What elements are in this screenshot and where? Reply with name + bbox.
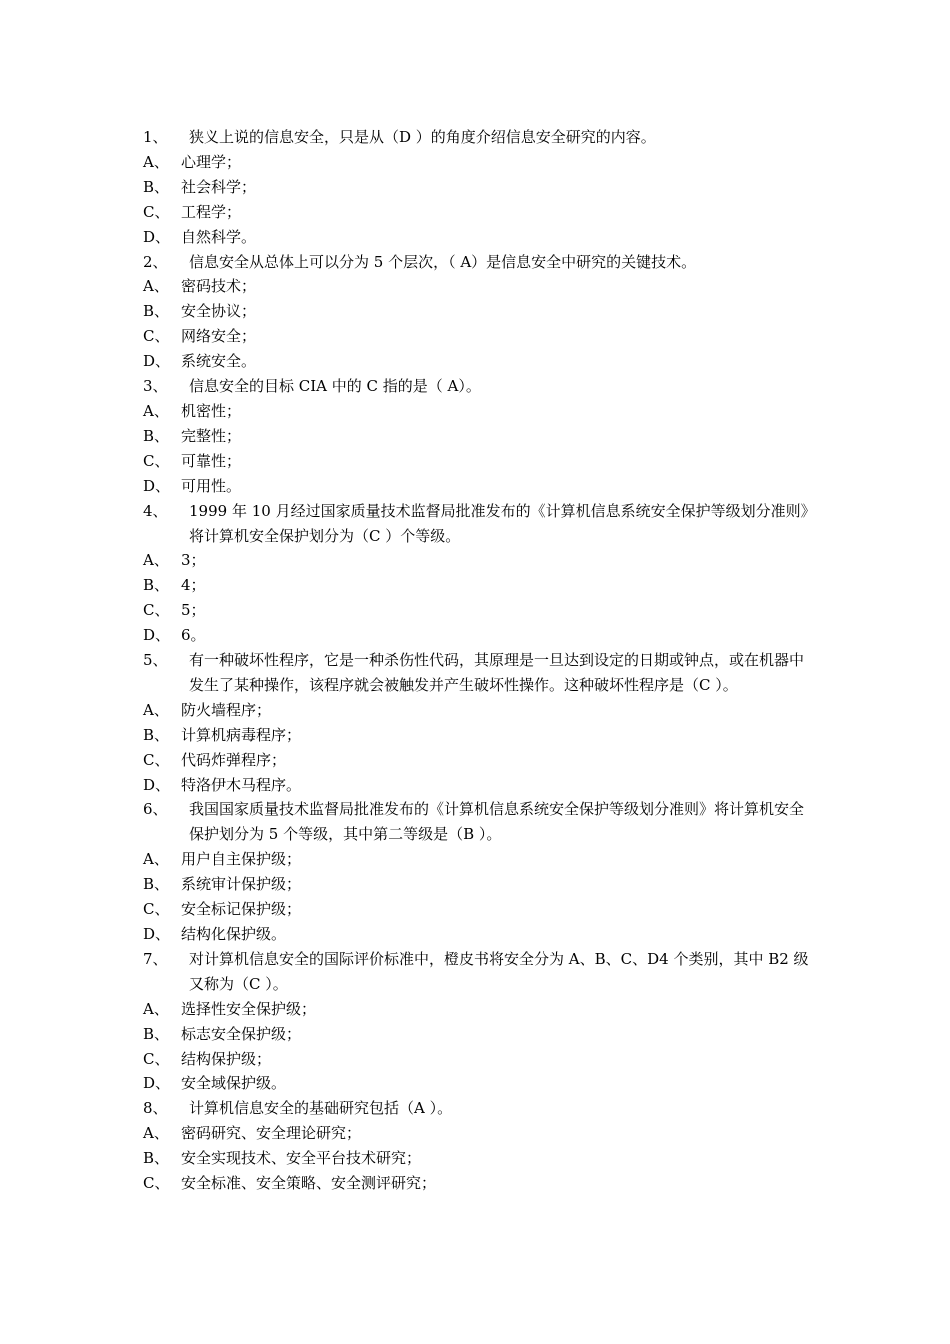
option-text: 安全标准、安全策略、安全测评研究； (181, 1174, 437, 1193)
option-text: 可靠性； (181, 451, 242, 470)
option-text: 网络安全； (181, 327, 257, 346)
option-d (143, 349, 813, 374)
option-c (143, 1047, 813, 1072)
option-a (143, 150, 813, 175)
option-text: 密码研究、安全理论研究； (181, 1124, 362, 1143)
question-5 (143, 648, 813, 698)
option-text: 标志安全保护级； (181, 1024, 302, 1043)
option-c (143, 598, 813, 623)
option-letter: A、 (143, 152, 169, 171)
question-text: 对计算机信息安全的国际评价标准中，橙皮书将安全分为 A、B、C、D4 个类别，其中 B2 级又称为（C ）。 (189, 949, 809, 993)
option-letter: D、 (143, 925, 171, 943)
option-text: 5； (181, 601, 206, 620)
question-list (143, 125, 813, 1196)
option-text: 自然科学。 (181, 227, 257, 246)
option-b (143, 1022, 813, 1047)
option-b (143, 573, 813, 598)
option-letter: B、 (143, 576, 170, 595)
option-c (143, 897, 813, 922)
question-7 (143, 947, 813, 997)
option-letter: B、 (143, 177, 170, 196)
option-text: 安全域保护级。 (181, 1074, 287, 1093)
option-letter: B、 (143, 1024, 170, 1043)
option-letter: C、 (143, 601, 170, 620)
option-letter: A、 (143, 277, 169, 296)
option-text: 4； (181, 576, 206, 595)
question-text: 信息安全从总体上可以分为 5 个层次，（ A）是信息安全中研究的关键技术。 (189, 252, 697, 271)
option-text: 机密性； (181, 401, 242, 420)
option-text: 选择性安全保护级； (181, 999, 317, 1018)
option-text: 可用性。 (181, 476, 242, 495)
option-d (143, 225, 813, 250)
option-d (143, 773, 813, 798)
option-a (143, 399, 813, 424)
option-text: 密码技术； (181, 277, 257, 296)
option-letter: A、 (143, 1124, 169, 1143)
option-letter: D、 (143, 227, 171, 246)
option-text: 6。 (181, 626, 206, 645)
question-number: 8、 (143, 1099, 168, 1118)
option-c (143, 200, 813, 225)
option-letter: D、 (143, 476, 171, 495)
option-text: 计算机病毒程序； (181, 725, 302, 744)
option-text: 心理学； (181, 152, 242, 171)
option-text: 工程学； (181, 202, 242, 221)
option-letter: B、 (143, 302, 170, 321)
option-a (143, 997, 813, 1022)
question-number: 4、 (143, 501, 168, 520)
option-letter: C、 (143, 1049, 170, 1068)
option-letter: D、 (143, 626, 171, 645)
option-text: 完整性； (181, 426, 242, 445)
option-letter: B、 (143, 426, 170, 445)
option-a (143, 698, 813, 723)
option-b (143, 872, 813, 897)
option-letter: A、 (143, 401, 169, 420)
question-text: 我国国家质量技术监督局批准发布的《计算机信息系统安全保护等级划分准则》将计算机安全保护划分为 5 个等级，其中第二等级是（B ）。 (189, 800, 805, 844)
option-c (143, 449, 813, 474)
option-text: 结构保护级； (181, 1049, 272, 1068)
option-c (143, 324, 813, 349)
option-b (143, 299, 813, 324)
question-text: 有一种破坏性程序，它是一种杀伤性代码，其原理是一旦达到设定的日期或钟点，或在机器中发生了某种操作，该程序就会被触发并产生破坏性操作。这种破坏性程序是（C ）。 (189, 651, 805, 694)
question-6 (143, 797, 813, 847)
question-text: 计算机信息安全的基础研究包括（A ）。 (189, 1099, 453, 1118)
option-d (143, 1071, 813, 1096)
question-number: 6、 (143, 800, 168, 819)
question-2 (143, 250, 813, 275)
option-text: 3； (181, 551, 206, 570)
option-letter: A、 (143, 999, 169, 1018)
option-text: 安全协议； (181, 302, 257, 321)
question-text: 狭义上说的信息安全，只是从（D ）的角度介绍信息安全研究的内容。 (189, 128, 656, 146)
question-number: 1、 (143, 128, 168, 146)
option-c (143, 1171, 813, 1196)
option-text: 系统安全。 (181, 352, 257, 371)
question-3 (143, 374, 813, 399)
question-number: 2、 (143, 252, 168, 271)
question-text: 信息安全的目标 CIA 中的 C 指的是（ A）。 (189, 377, 481, 396)
option-letter: C、 (143, 750, 170, 769)
option-a (143, 548, 813, 573)
option-letter: A、 (143, 700, 169, 719)
option-a (143, 274, 813, 299)
option-a (143, 847, 813, 872)
question-number: 7、 (143, 949, 168, 968)
option-c (143, 748, 813, 773)
option-a (143, 1121, 813, 1146)
question-4 (143, 499, 813, 549)
option-d (143, 474, 813, 499)
option-letter: A、 (143, 551, 169, 570)
question-text: 1999 年 10 月经过国家质量技术监督局批准发布的《计算机信息系统安全保护等级划分准则》将计算机安全保护划分为（C ）个等级。 (189, 501, 809, 545)
option-letter: D、 (143, 1074, 171, 1093)
option-b (143, 424, 813, 449)
option-letter: C、 (143, 327, 170, 346)
option-b (143, 175, 813, 200)
option-d (143, 623, 813, 648)
question-number: 3、 (143, 377, 168, 396)
option-letter: B、 (143, 875, 170, 894)
option-letter: B、 (143, 1149, 170, 1168)
option-text: 代码炸弹程序； (181, 750, 287, 769)
option-text: 防火墙程序； (181, 700, 272, 719)
option-text: 系统审计保护级； (181, 875, 302, 894)
option-b (143, 1146, 813, 1171)
option-letter: D、 (143, 352, 171, 371)
option-text: 安全标记保护级； (181, 900, 302, 919)
option-text: 特洛伊木马程序。 (181, 775, 302, 794)
question-1 (143, 125, 813, 150)
option-letter: C、 (143, 451, 170, 470)
option-text: 结构化保护级。 (181, 925, 287, 943)
option-letter: C、 (143, 900, 170, 919)
option-letter: C、 (143, 1174, 170, 1193)
question-number: 5、 (143, 651, 168, 670)
option-letter: C、 (143, 202, 170, 221)
option-b (143, 723, 813, 748)
option-text: 社会科学； (181, 177, 257, 196)
option-text: 安全实现技术、安全平台技术研究； (181, 1149, 422, 1168)
option-text: 用户自主保护级； (181, 850, 302, 869)
question-8 (143, 1096, 813, 1121)
option-letter: B、 (143, 725, 170, 744)
option-d (143, 922, 813, 947)
option-letter: D、 (143, 775, 171, 794)
option-letter: A、 (143, 850, 169, 869)
